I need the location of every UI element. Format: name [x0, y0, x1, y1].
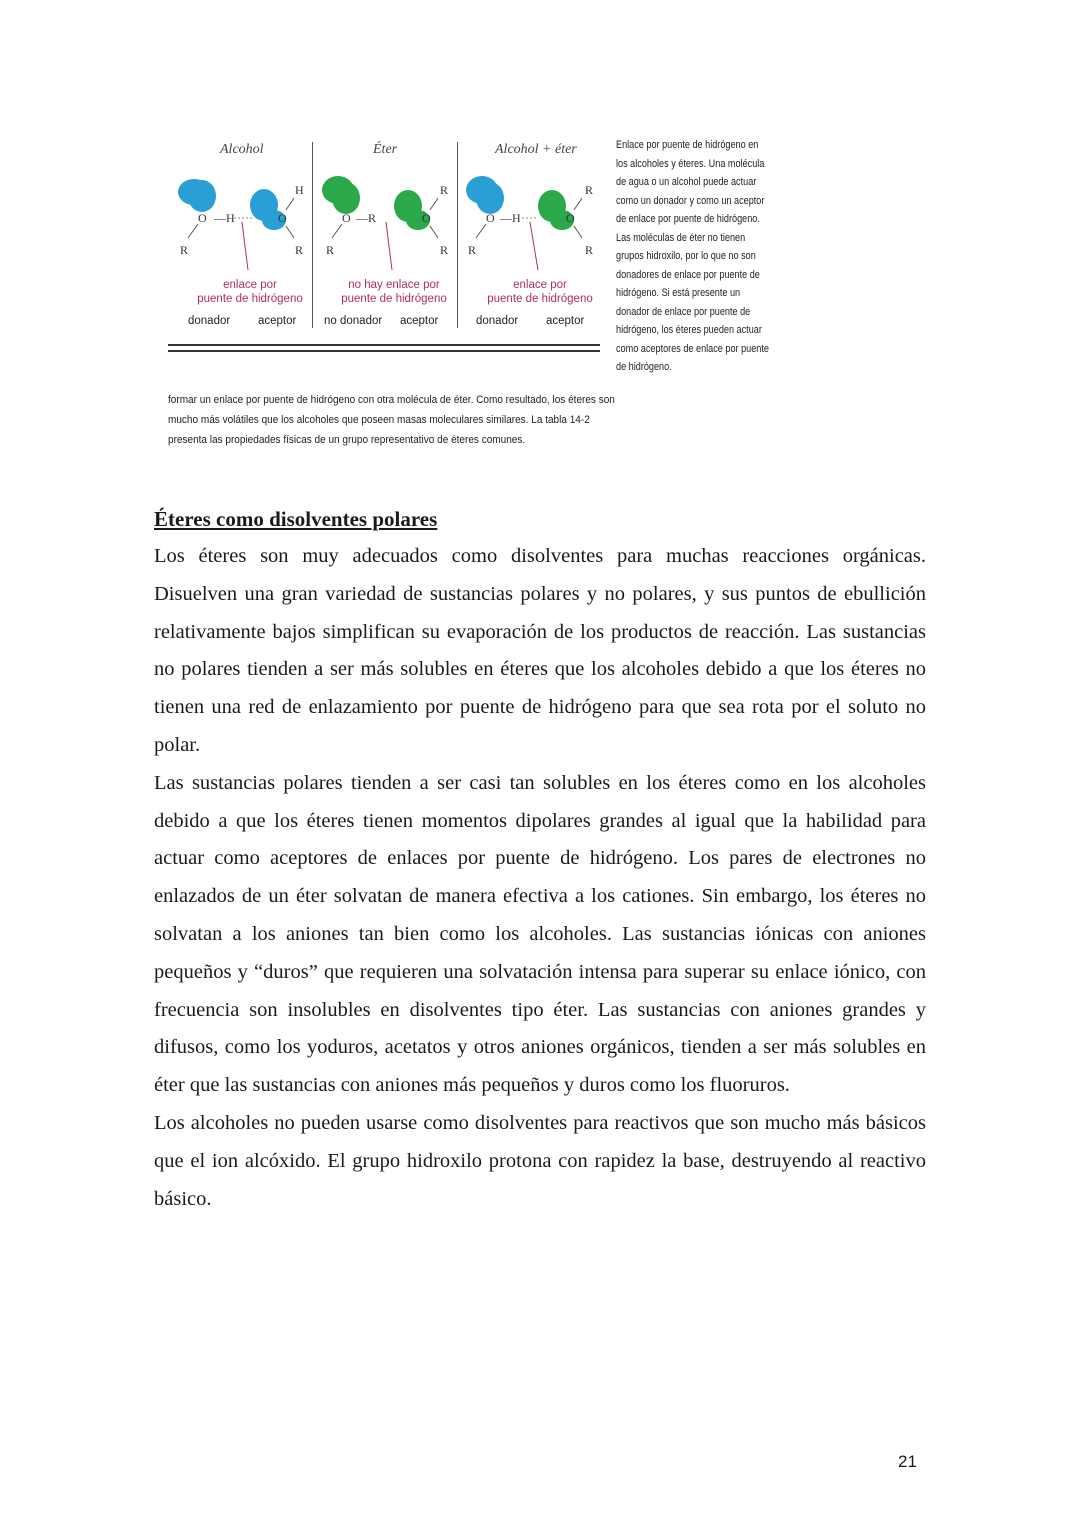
figure-caption-text: Enlace por puente de hidrógeno en los alcoholes y éteres. Una molécula de agua o un alcohol puede actuar como un donador y como un aceptor de enlace por puente de hidrógeno. Las moléculas de éter no tienen grupos hidroxilo, por lo que no son donadores de enlace por puente de hidrógeno. Si está presente un donador de enlace por puente de hidrógeno, los éteres pueden actuar como aceptores de enlace por puente de hidrógeno.	[616, 139, 769, 373]
svg-text:—H: —H	[500, 211, 521, 225]
svg-text:R: R	[326, 243, 335, 257]
svg-text:R: R	[468, 243, 477, 257]
svg-text:O: O	[566, 211, 575, 225]
svg-text:R: R	[295, 243, 304, 257]
svg-text:O: O	[278, 211, 287, 225]
ether-molecule-right	[394, 183, 448, 257]
figure-rule	[168, 344, 600, 346]
paragraph: Los alcoholes no pueden usarse como disolventes para reactivos que son mucho más básicos que el ion alcóxido. El grupo hidroxilo protona con rapidez la base, destruyendo al reactivo básico.	[154, 1111, 926, 1210]
role-label: donador	[476, 315, 519, 327]
svg-text:O: O	[486, 211, 495, 225]
svg-text:—R: —R	[356, 211, 377, 225]
bond-pointer	[386, 222, 392, 270]
ether-molecule-left	[322, 176, 376, 257]
bond-label-alcohol	[190, 278, 310, 306]
bond-label-line: puente de hidrógeno	[341, 293, 447, 305]
svg-text:R: R	[585, 243, 594, 257]
figure-excerpt: formar un enlace por puente de hidrógeno con otra molécula de éter. Como resultado, los éteres son mucho más volátiles que los alcoholes que poseen masas moleculares similares. La tabla 14-2 presenta las propiedades físicas de un grupo representativo de éteres comunes.	[168, 394, 615, 446]
alcohol-molecule-right	[250, 183, 304, 257]
svg-text:R: R	[440, 183, 449, 197]
bond-label-line: enlace por	[513, 279, 567, 291]
panel-title-alcohol-ether: Alcohol + éter	[495, 142, 577, 157]
molecule-diagram	[160, 160, 610, 295]
role-label: donador	[188, 315, 231, 327]
svg-text:R: R	[585, 183, 594, 197]
bond-label-line: puente de hidrógeno	[487, 293, 593, 305]
svg-text:O: O	[198, 211, 207, 225]
ether-molecule	[538, 183, 593, 257]
panel-title-ether: Éter	[373, 142, 398, 157]
bond-label-line: puente de hidrógeno	[197, 293, 303, 305]
role-label: aceptor	[258, 315, 297, 327]
bond-label-alcohol-ether	[478, 278, 602, 306]
svg-text:O: O	[342, 211, 351, 225]
figure-rule	[168, 350, 600, 352]
paragraph: Los éteres son muy adecuados como disolventes para muchas reacciones orgánicas. Disuelven una gran variedad de sustancias polares y no polares, y sus puntos de ebullición relativamente bajos simplifican su evaporación de los productos de reacción. Las sustancias no polares tienden a ser más solubles en éteres que los alcoholes debido a que los éteres no tienen una red de enlazamiento por puente de hidrógeno para que sea rota por el soluto no polar.	[154, 545, 926, 756]
role-label: aceptor	[400, 315, 439, 327]
svg-text:R: R	[440, 243, 449, 257]
svg-text:—H: —H	[214, 211, 235, 225]
alcohol-molecule	[466, 176, 521, 257]
figure-caption-header	[616, 132, 771, 136]
svg-text:R: R	[180, 243, 189, 257]
alcohol-molecule-left	[178, 179, 235, 257]
bond-pointer	[242, 222, 248, 270]
role-label: aceptor	[546, 315, 585, 327]
bond-label-line: enlace por	[223, 279, 277, 291]
page-number: 21	[898, 1452, 917, 1471]
svg-text:O: O	[422, 211, 431, 225]
svg-text:H: H	[295, 183, 304, 197]
bond-pointer	[530, 222, 538, 270]
panel-title-alcohol: Alcohol	[220, 142, 264, 157]
section-heading: Éteres como disolventes polares	[154, 507, 438, 531]
paragraph: Las sustancias polares tienden a ser casi tan solubles en los éteres como en los alcoholes debido a que los éteres tienen momentos dipolares grandes al igual que la habilidad para actuar como aceptores de enlaces por puente de hidrógeno. Los pares de electrones no enlazados de un éter solvatan de manera efectiva a los cationes. Sin embargo, los éteres no solvatan a los aniones tan bien como los alcoholes. Las sustancias iónicas con aniones pequeños y “duros” que requieren una solvatación intensa para superar su enlace iónico, con frecuencia son insolubles en disolventes tipo éter. Las sustancias con aniones grandes y difusos, como los yoduros, acetatos y otros aniones orgánicos, tienden a ser más solubles en éter que las sustancias con aniones más pequeños y duros como los fluoruros.	[154, 771, 926, 1097]
bond-label-line: no hay enlace por	[348, 279, 440, 291]
section-body	[154, 500, 926, 1218]
role-label: no donador	[324, 315, 383, 327]
bond-label-ether	[332, 278, 456, 306]
figure-caption	[616, 132, 771, 377]
